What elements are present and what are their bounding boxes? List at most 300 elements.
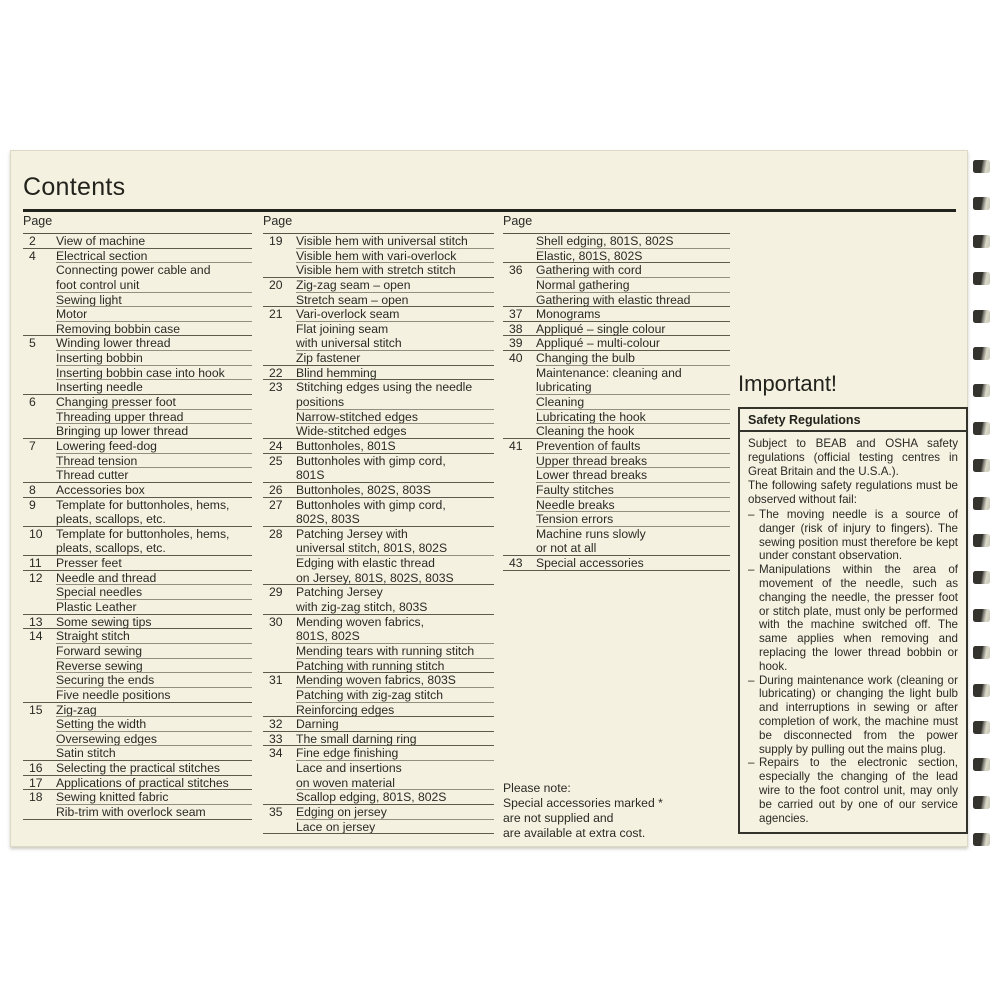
toc-page-number [263, 541, 296, 556]
toc-entry-label: Zig-zag [56, 703, 252, 718]
toc-row [23, 468, 252, 483]
binding-hole [973, 459, 990, 472]
toc-row [503, 541, 730, 556]
toc-page-number [23, 688, 56, 703]
toc-page-number [503, 293, 536, 308]
toc-entry-label: Shell edging, 801S, 802S [536, 234, 730, 249]
toc-page-number [263, 395, 296, 410]
toc-row [503, 395, 730, 410]
toc-entry-label: Prevention of faults [536, 439, 730, 454]
toc-entry-label: with universal stitch [296, 336, 494, 351]
toc-row [263, 746, 494, 761]
binding-hole [973, 833, 990, 846]
toc-entry-label: Normal gathering [536, 278, 730, 293]
toc-row [263, 615, 494, 630]
toc-row [263, 805, 494, 820]
toc-page-number: 34 [269, 746, 283, 761]
toc-entry-label: Sewing knitted fabric [56, 790, 252, 805]
toc-entry-label: Buttonholes, 802S, 803S [296, 483, 494, 498]
toc-row [23, 366, 252, 381]
toc-page-number [503, 249, 536, 264]
toc-page-number [263, 600, 296, 615]
toc-row [23, 424, 252, 439]
toc-entry-label: Wide-stitched edges [296, 424, 494, 439]
toc-row [23, 395, 252, 410]
toc-page-number [23, 746, 56, 761]
toc-entry-label: Buttonholes with gimp cord, [296, 497, 446, 512]
toc-entry-label: Accessories box [56, 483, 252, 498]
toc-entry-label: Applications of practical stitches [56, 776, 252, 791]
safety-regulations-body [740, 432, 966, 832]
toc-entry-label: Faulty stitches [536, 483, 730, 498]
toc-entry-label: Edging on jersey [296, 805, 494, 820]
toc-page-number [23, 424, 56, 439]
toc-page-header: Page [503, 213, 730, 234]
toc-column-1 [23, 213, 252, 820]
toc-page-number [23, 659, 56, 674]
toc-row [263, 820, 494, 835]
binding-hole [973, 497, 990, 510]
toc-row [263, 263, 494, 278]
toc-row [263, 249, 494, 264]
toc-row [23, 483, 252, 498]
toc-entry-label: Inserting needle [56, 380, 252, 395]
toc-row [23, 454, 252, 469]
toc-page-number [23, 454, 56, 469]
toc-page-number: 28 [269, 526, 283, 541]
toc-entry-label: Machine runs slowly [536, 526, 646, 541]
toc-entry-label: Patching Jersey [296, 585, 383, 600]
toc-entry-label: on woven material [296, 776, 494, 791]
toc-entry-label: Patching Jersey with [296, 526, 408, 541]
toc-row [23, 278, 252, 293]
toc-entry-label: Lubricating the hook [536, 410, 730, 425]
binding-hole [973, 310, 990, 323]
toc-row [23, 805, 252, 820]
toc-entry-label: Visible hem with stretch stitch [296, 263, 494, 278]
toc-row [23, 498, 252, 513]
toc-row [503, 278, 730, 293]
toc-row [23, 761, 252, 776]
bullet-dash: – [748, 563, 755, 577]
toc-page-number: 35 [269, 804, 283, 819]
toc-entry-label: Fine edge finishing [296, 746, 494, 761]
toc-page-number [263, 293, 296, 308]
toc-entry-label: Visible hem with vari-overlock [296, 249, 494, 264]
toc-page-number [263, 659, 296, 674]
binding-hole [973, 758, 990, 771]
toc-row [503, 263, 730, 278]
manual-page [10, 150, 968, 847]
toc-entry-label: Some sewing tips [56, 615, 252, 630]
toc-entry-label: Buttonholes, 801S [296, 439, 494, 454]
toc-page-number [23, 410, 56, 425]
toc-row [263, 703, 494, 718]
safety-paragraph: Subject to BEAB and OSHA safety regulations (official testing centres in Great Britain and the U.S.A.). [748, 437, 958, 478]
toc-entry-label: Visible hem with universal stitch [296, 234, 494, 249]
toc-entry-label: Stitching edges using the needle [296, 380, 473, 395]
binding-hole [973, 684, 990, 697]
toc-entry-label: Patching with running stitch [296, 659, 494, 674]
toc-entry-label: Flat joining seam [296, 321, 389, 336]
toc-row [263, 585, 494, 600]
toc-entry-label: Straight stitch [56, 629, 252, 644]
toc-row [23, 234, 252, 249]
safety-bullet [748, 756, 958, 825]
toc-page-number [23, 366, 56, 381]
toc-page-number [263, 629, 296, 644]
toc-row [263, 527, 494, 542]
binding-hole [973, 347, 990, 360]
toc-row [23, 410, 252, 425]
toc-row [263, 717, 494, 732]
bullet-dash: – [748, 507, 755, 521]
toc-page-number [263, 424, 296, 439]
toc-column-3 [503, 213, 730, 571]
toc-row [263, 629, 494, 644]
toc-row [263, 644, 494, 659]
toc-page-number: 40 [509, 351, 523, 366]
toc-row [23, 322, 252, 337]
toc-page-number [263, 556, 296, 571]
toc-page-number [503, 395, 536, 410]
safety-bullet [748, 508, 958, 563]
binding-hole [973, 384, 990, 397]
toc-entry-label: lubricating [536, 380, 730, 395]
toc-page-number [263, 790, 296, 805]
toc-entry-label: Electrical section [56, 249, 252, 264]
toc-entry-label: Zig-zag seam – open [296, 278, 494, 293]
toc-row [263, 351, 494, 366]
toc-entry-label: Reinforcing edges [296, 703, 494, 718]
toc-entry-label: Rib-trim with overlock seam [56, 805, 252, 820]
toc-entry-label: Mending woven fabrics, 803S [296, 673, 494, 688]
toc-row [503, 366, 730, 381]
toc-row [23, 717, 252, 732]
binding-hole [973, 534, 990, 547]
binding-hole [973, 197, 990, 210]
toc-entry-label: Plastic Leather [56, 600, 252, 615]
please-note-line: Please note: [503, 781, 571, 795]
toc-row [263, 673, 494, 688]
toc-entry-label: Special accessories [536, 556, 730, 571]
toc-row [263, 512, 494, 527]
toc-entry-label: Lace and insertions [296, 761, 402, 776]
toc-row [23, 776, 252, 791]
toc-page-number: 39 [503, 336, 536, 351]
toc-page-number [23, 732, 56, 747]
toc-row [503, 322, 730, 337]
toc-entry-label: Vari-overlock seam [296, 307, 494, 322]
toc-entry-label: 801S [296, 468, 494, 483]
toc-row [503, 351, 730, 366]
toc-row [263, 424, 494, 439]
binding-hole [973, 571, 990, 584]
toc-page-number: 7 [29, 438, 36, 453]
toc-row [263, 293, 494, 308]
toc-row [23, 556, 252, 571]
toc-page-number [503, 366, 536, 381]
toc-entry-label: Motor [56, 307, 252, 322]
toc-row [503, 498, 730, 513]
toc-row [23, 336, 252, 351]
toc-entry-label: Inserting bobbin case into hook [56, 366, 252, 381]
toc-page-number: 8 [23, 483, 56, 498]
toc-entry-label: Five needle positions [56, 688, 252, 703]
safety-regulations-title: Safety Regulations [740, 409, 966, 432]
toc-row [23, 527, 252, 542]
toc-page-number: 38 [503, 322, 536, 337]
toc-row [263, 366, 494, 381]
toc-row [23, 307, 252, 322]
toc-entry-label: Patching with zig-zag stitch [296, 688, 494, 703]
toc-page-number [263, 249, 296, 264]
toc-page-number: 27 [269, 497, 283, 512]
toc-page-number [23, 585, 56, 600]
toc-row [263, 278, 494, 293]
toc-page-number [503, 424, 536, 439]
toc-page-number [23, 278, 56, 293]
toc-entry-label: Thread cutter [56, 468, 252, 483]
toc-page-number [263, 512, 296, 527]
toc-page-number [503, 527, 536, 542]
toc-entry-label: Mending woven fabrics, [296, 614, 425, 629]
toc-row [23, 746, 252, 761]
toc-entry-label: Thread tension [56, 454, 252, 469]
toc-page-number [263, 571, 296, 586]
safety-bullet-text: The moving needle is a source of danger (risk of injury to fingers). The sewing position must therefore be kept under constant observation. [759, 507, 958, 563]
toc-page-number [503, 278, 536, 293]
toc-page-number: 5 [29, 336, 36, 351]
toc-entry-label: Reverse sewing [56, 659, 252, 674]
toc-entry-label: Blind hemming [296, 366, 494, 381]
toc-row [263, 439, 494, 454]
toc-page-number: 12 [29, 570, 43, 585]
toc-row [23, 263, 252, 278]
toc-entry-label: Darning [296, 717, 494, 732]
toc-entry-label: Presser feet [56, 556, 252, 571]
toc-row [23, 688, 252, 703]
toc-page-number: 41 [509, 438, 523, 453]
toc-entry-label: Setting the width [56, 717, 252, 732]
toc-entry-label: View of machine [56, 234, 252, 249]
toc-entry-label: Buttonholes with gimp cord, [296, 453, 446, 468]
toc-row [263, 395, 494, 410]
toc-row [23, 351, 252, 366]
toc-row [503, 512, 730, 527]
toc-page-number [263, 410, 296, 425]
toc-page-number: 2 [23, 234, 56, 249]
toc-entry-label: Oversewing edges [56, 732, 252, 747]
toc-row [263, 336, 494, 351]
toc-entry-label: or not at all [536, 541, 730, 556]
toc-entry-label: Edging with elastic thread [296, 556, 435, 571]
toc-row [263, 776, 494, 791]
toc-page-number [503, 483, 536, 498]
toc-entry-label: 801S, 802S [296, 629, 494, 644]
toc-row [503, 439, 730, 454]
safety-bullet [748, 563, 958, 673]
toc-page-number: 30 [269, 614, 283, 629]
toc-row [503, 556, 730, 571]
toc-row [23, 615, 252, 630]
toc-entry-label: Lowering feed-dog [56, 439, 252, 454]
toc-page-number [23, 717, 56, 732]
toc-entry-label: Scallop edging, 801S, 802S [296, 790, 494, 805]
toc-row [503, 424, 730, 439]
toc-page-number: 10 [29, 526, 43, 541]
toc-page-number [503, 468, 536, 483]
toc-page-number: 17 [23, 776, 56, 791]
toc-page-number [263, 644, 296, 659]
toc-page-number [263, 351, 296, 366]
toc-row [23, 512, 252, 527]
toc-page-number [503, 234, 536, 249]
toc-page-number: 18 [29, 790, 43, 805]
toc-page-number [263, 761, 296, 776]
toc-row [263, 541, 494, 556]
toc-page-number [503, 512, 536, 527]
toc-page-number [23, 541, 56, 556]
toc-row [263, 732, 494, 747]
toc-column-2 [263, 213, 494, 834]
toc-page-number: 11 [23, 556, 56, 571]
toc-row [23, 571, 252, 586]
toc-entry-label: Cleaning [536, 395, 730, 410]
toc-row [23, 629, 252, 644]
toc-row [263, 234, 494, 249]
toc-page-number [263, 820, 296, 835]
toc-row [263, 380, 494, 395]
toc-page-number: 19 [269, 234, 283, 248]
toc-page-number [263, 688, 296, 703]
toc-page-number [23, 468, 56, 483]
toc-page-number [263, 776, 296, 791]
toc-entry-label: Forward sewing [56, 644, 252, 659]
toc-page-number [23, 600, 56, 615]
toc-row [263, 659, 494, 674]
binding-hole [973, 235, 990, 248]
toc-page-number: 6 [29, 395, 36, 410]
toc-page-number [503, 498, 536, 513]
binding-hole [973, 160, 990, 173]
toc-row [23, 585, 252, 600]
toc-row [23, 659, 252, 674]
toc-entry-label: Appliqué – single colour [536, 322, 730, 337]
binding-hole [973, 609, 990, 622]
toc-row [23, 790, 252, 805]
toc-page-number: 21 [269, 307, 283, 322]
toc-page-number [263, 263, 296, 278]
toc-entry-label: Monograms [536, 307, 730, 322]
toc-entry-label: Removing bobbin case [56, 322, 252, 337]
toc-row [503, 410, 730, 425]
toc-entry-label: universal stitch, 801S, 802S [296, 541, 494, 556]
toc-page-number [23, 351, 56, 366]
toc-row [503, 336, 730, 351]
toc-page-number: 43 [503, 556, 536, 571]
toc-row [503, 234, 730, 249]
please-note-line: are available at extra cost. [503, 826, 646, 840]
toc-entry-label: Mending tears with running stitch [296, 644, 494, 659]
toc-entry-label: The small darning ring [296, 732, 494, 747]
binding-hole [973, 422, 990, 435]
safety-bullet-text: During maintenance work (cleaning or lubricating) or changing the light bulb and interruptions in sewing or after completion of work, the machine must be disconnected from the power supply by pulling out the mains plug. [759, 673, 958, 756]
toc-row [503, 293, 730, 308]
toc-entry-label: Gathering with elastic thread [536, 293, 730, 308]
toc-page-number [503, 541, 536, 556]
bullet-dash: – [748, 673, 755, 687]
toc-row [23, 644, 252, 659]
toc-row [263, 571, 494, 586]
toc-page-number: 13 [23, 615, 56, 630]
toc-page-number [23, 293, 56, 308]
toc-row [503, 468, 730, 483]
toc-entry-label: Stretch seam – open [296, 293, 494, 308]
safety-bullet-text: Manipulations within the area of movement of the needle, such as changing the needle, the presser foot or stitch plate, must only be performed with the machine switched off. The same applies when removing and replacing the lower thread bobbin or hook. [759, 563, 958, 673]
toc-entry-label: on Jersey, 801S, 802S, 803S [296, 571, 494, 586]
toc-row [263, 600, 494, 615]
toc-page-number: 33 [263, 732, 296, 747]
toc-page-number: 14 [29, 629, 43, 644]
toc-entry-label: Needle and thread [56, 571, 252, 586]
toc-entry-label: Needle breaks [536, 498, 730, 513]
toc-row [503, 454, 730, 469]
toc-entry-label: Template for buttonholes, hems, [56, 526, 230, 541]
toc-entry-label: Narrow-stitched edges [296, 410, 494, 425]
toc-entry-label: Winding lower thread [56, 336, 252, 351]
toc-entry-label: Special needles [56, 585, 252, 600]
toc-entry-label: Satin stitch [56, 746, 252, 761]
toc-page-number: 20 [269, 277, 283, 292]
toc-entry-label: Sewing light [56, 293, 252, 308]
please-note [503, 781, 738, 841]
toc-row [23, 732, 252, 747]
toc-page-number [263, 703, 296, 718]
toc-entry-label: Cleaning the hook [536, 424, 730, 439]
toc-entry-label: Template for buttonholes, hems, [56, 497, 230, 512]
toc-row [23, 439, 252, 454]
toc-entry-label: Changing the bulb [536, 351, 730, 366]
binding-hole [973, 721, 990, 734]
toc-page-number [23, 380, 56, 395]
toc-row [23, 293, 252, 308]
toc-entry-label: Upper thread breaks [536, 454, 730, 469]
toc-page-number [23, 512, 56, 527]
toc-page-number: 36 [509, 263, 523, 278]
spiral-binding [973, 0, 1000, 1000]
toc-page-number: 31 [269, 673, 283, 688]
toc-page-number [23, 263, 56, 278]
toc-entry-label: Connecting power cable and [56, 263, 211, 278]
toc-entry-label: pleats, scallops, etc. [56, 512, 252, 527]
binding-hole [973, 796, 990, 809]
toc-page-number: 26 [263, 483, 296, 498]
toc-row [23, 380, 252, 395]
binding-hole [973, 272, 990, 285]
toc-page-number [263, 322, 296, 337]
toc-row [263, 790, 494, 805]
toc-entry-label: Appliqué – multi-colour [536, 336, 730, 351]
important-heading: Important! [738, 371, 838, 396]
binding-hole [973, 646, 990, 659]
toc-entry-label: 802S, 803S [296, 512, 494, 527]
toc-entry-label: Lower thread breaks [536, 468, 730, 483]
toc-page-number [23, 805, 56, 820]
toc-page-number [503, 380, 536, 395]
toc-entry-label: pleats, scallops, etc. [56, 541, 252, 556]
toc-page-number [503, 410, 536, 425]
